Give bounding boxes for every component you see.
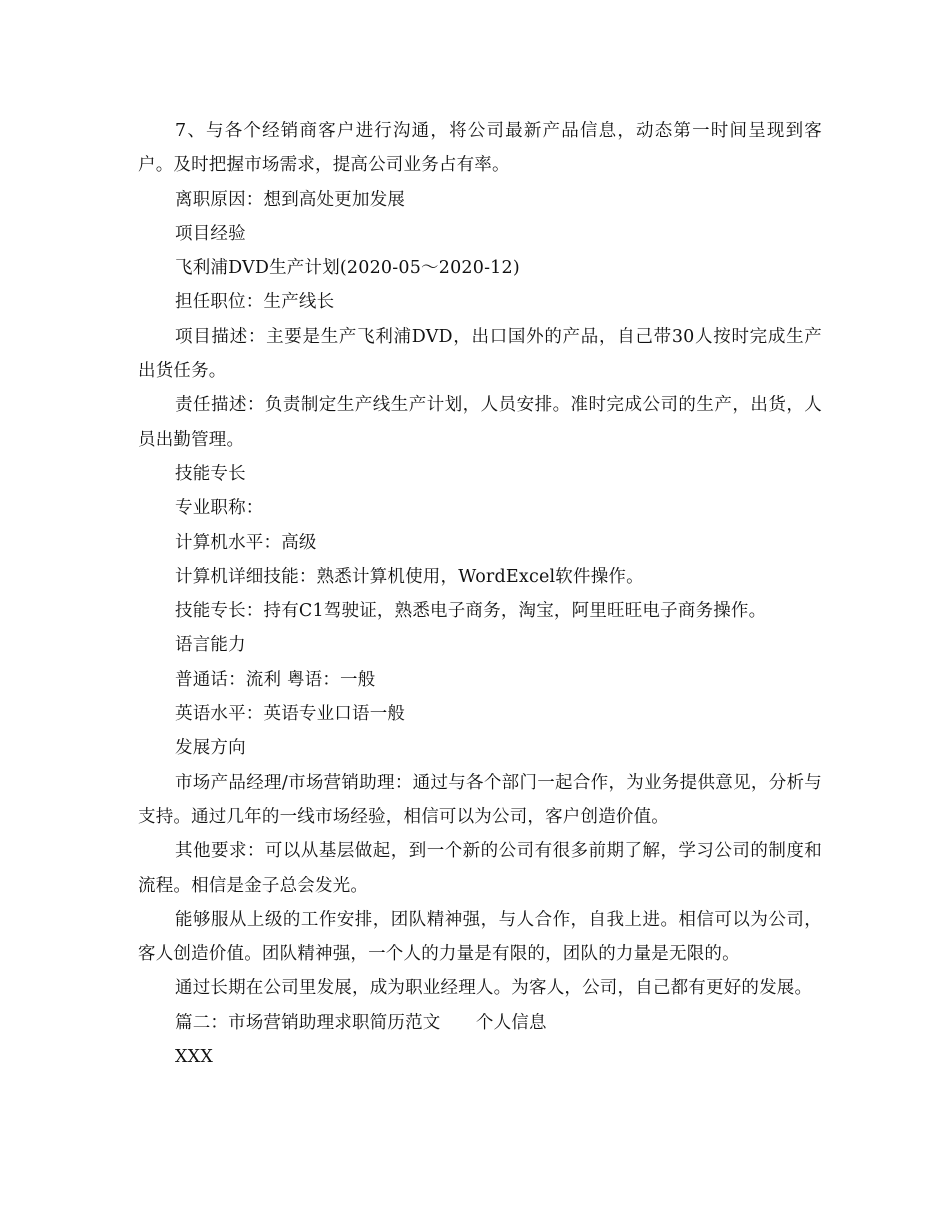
heading-part-two: 篇二：市场营销助理求职简历范文 个人信息 — [175, 1012, 547, 1033]
heading-skills: 技能专长 — [175, 463, 246, 484]
paragraph-professional-title: 专业职称： — [175, 498, 264, 519]
heading-project-experience: 项目经验 — [175, 223, 246, 244]
paragraph-english-level: 英语水平：英语专业口语一般 — [175, 704, 406, 725]
paragraph-computer-skills: 计算机详细技能：熟悉计算机使用，WordExcel软件操作。 — [175, 566, 644, 587]
paragraph-leave-reason: 离职原因：想到高处更加发展 — [175, 189, 406, 210]
paragraph-long-term-goal: 通过长期在公司里发展，成为职业经理人。为客人，公司，自己都有更好的发展。 — [175, 978, 813, 999]
paragraph-project-name: 飞利浦DVD生产计划(2020-05～2020-12) — [175, 258, 520, 279]
paragraph-skill-specialty: 技能专长：持有C1驾驶证，熟悉电子商务，淘宝，阿里旺旺电子商务操作。 — [175, 601, 767, 622]
paragraph-mandarin-cantonese: 普通话：流利 粤语：一般 — [175, 669, 376, 690]
paragraph-responsibility: 责任描述：负责制定生产线生产计划，人员安排。准时完成公司的生产，出货，人员出勤管理。 — [138, 395, 822, 450]
document-body — [138, 114, 822, 1074]
paragraph-target-role: 市场产品经理/市场营销助理：通过与各个部门一起合作，为业务提供意见，分析与支持。通过几年的一线市场经验，相信可以为公司，客户创造价值。 — [138, 772, 822, 827]
heading-language: 语言能力 — [175, 635, 246, 656]
heading-career-direction: 发展方向 — [175, 738, 246, 759]
paragraph-position: 担任职位：生产线长 — [175, 292, 335, 313]
paragraph-other-requirements: 其他要求：可以从基层做起，到一个新的公司有很多前期了解，学习公司的制度和流程。相信是金子总会发光。 — [138, 841, 822, 896]
paragraph-duty-7: 7、与各个经销商客户进行沟通，将公司最新产品信息，动态第一时间呈现到客户。及时把握市场需求，提高公司业务占有率。 — [138, 121, 822, 176]
paragraph-computer-level: 计算机水平：高级 — [175, 532, 317, 553]
paragraph-project-description: 项目描述：主要是生产飞利浦DVD，出口国外的产品，自己带30人按时完成生产出货任务。 — [138, 326, 822, 382]
paragraph-teamwork: 能够服从上级的工作安排，团队精神强，与人合作，自我上进。相信可以为公司，客人创造价值。团队精神强，一个人的力量是有限的，团队的力量是无限的。 — [138, 909, 822, 965]
paragraph-name-placeholder: XXX — [175, 1047, 213, 1068]
